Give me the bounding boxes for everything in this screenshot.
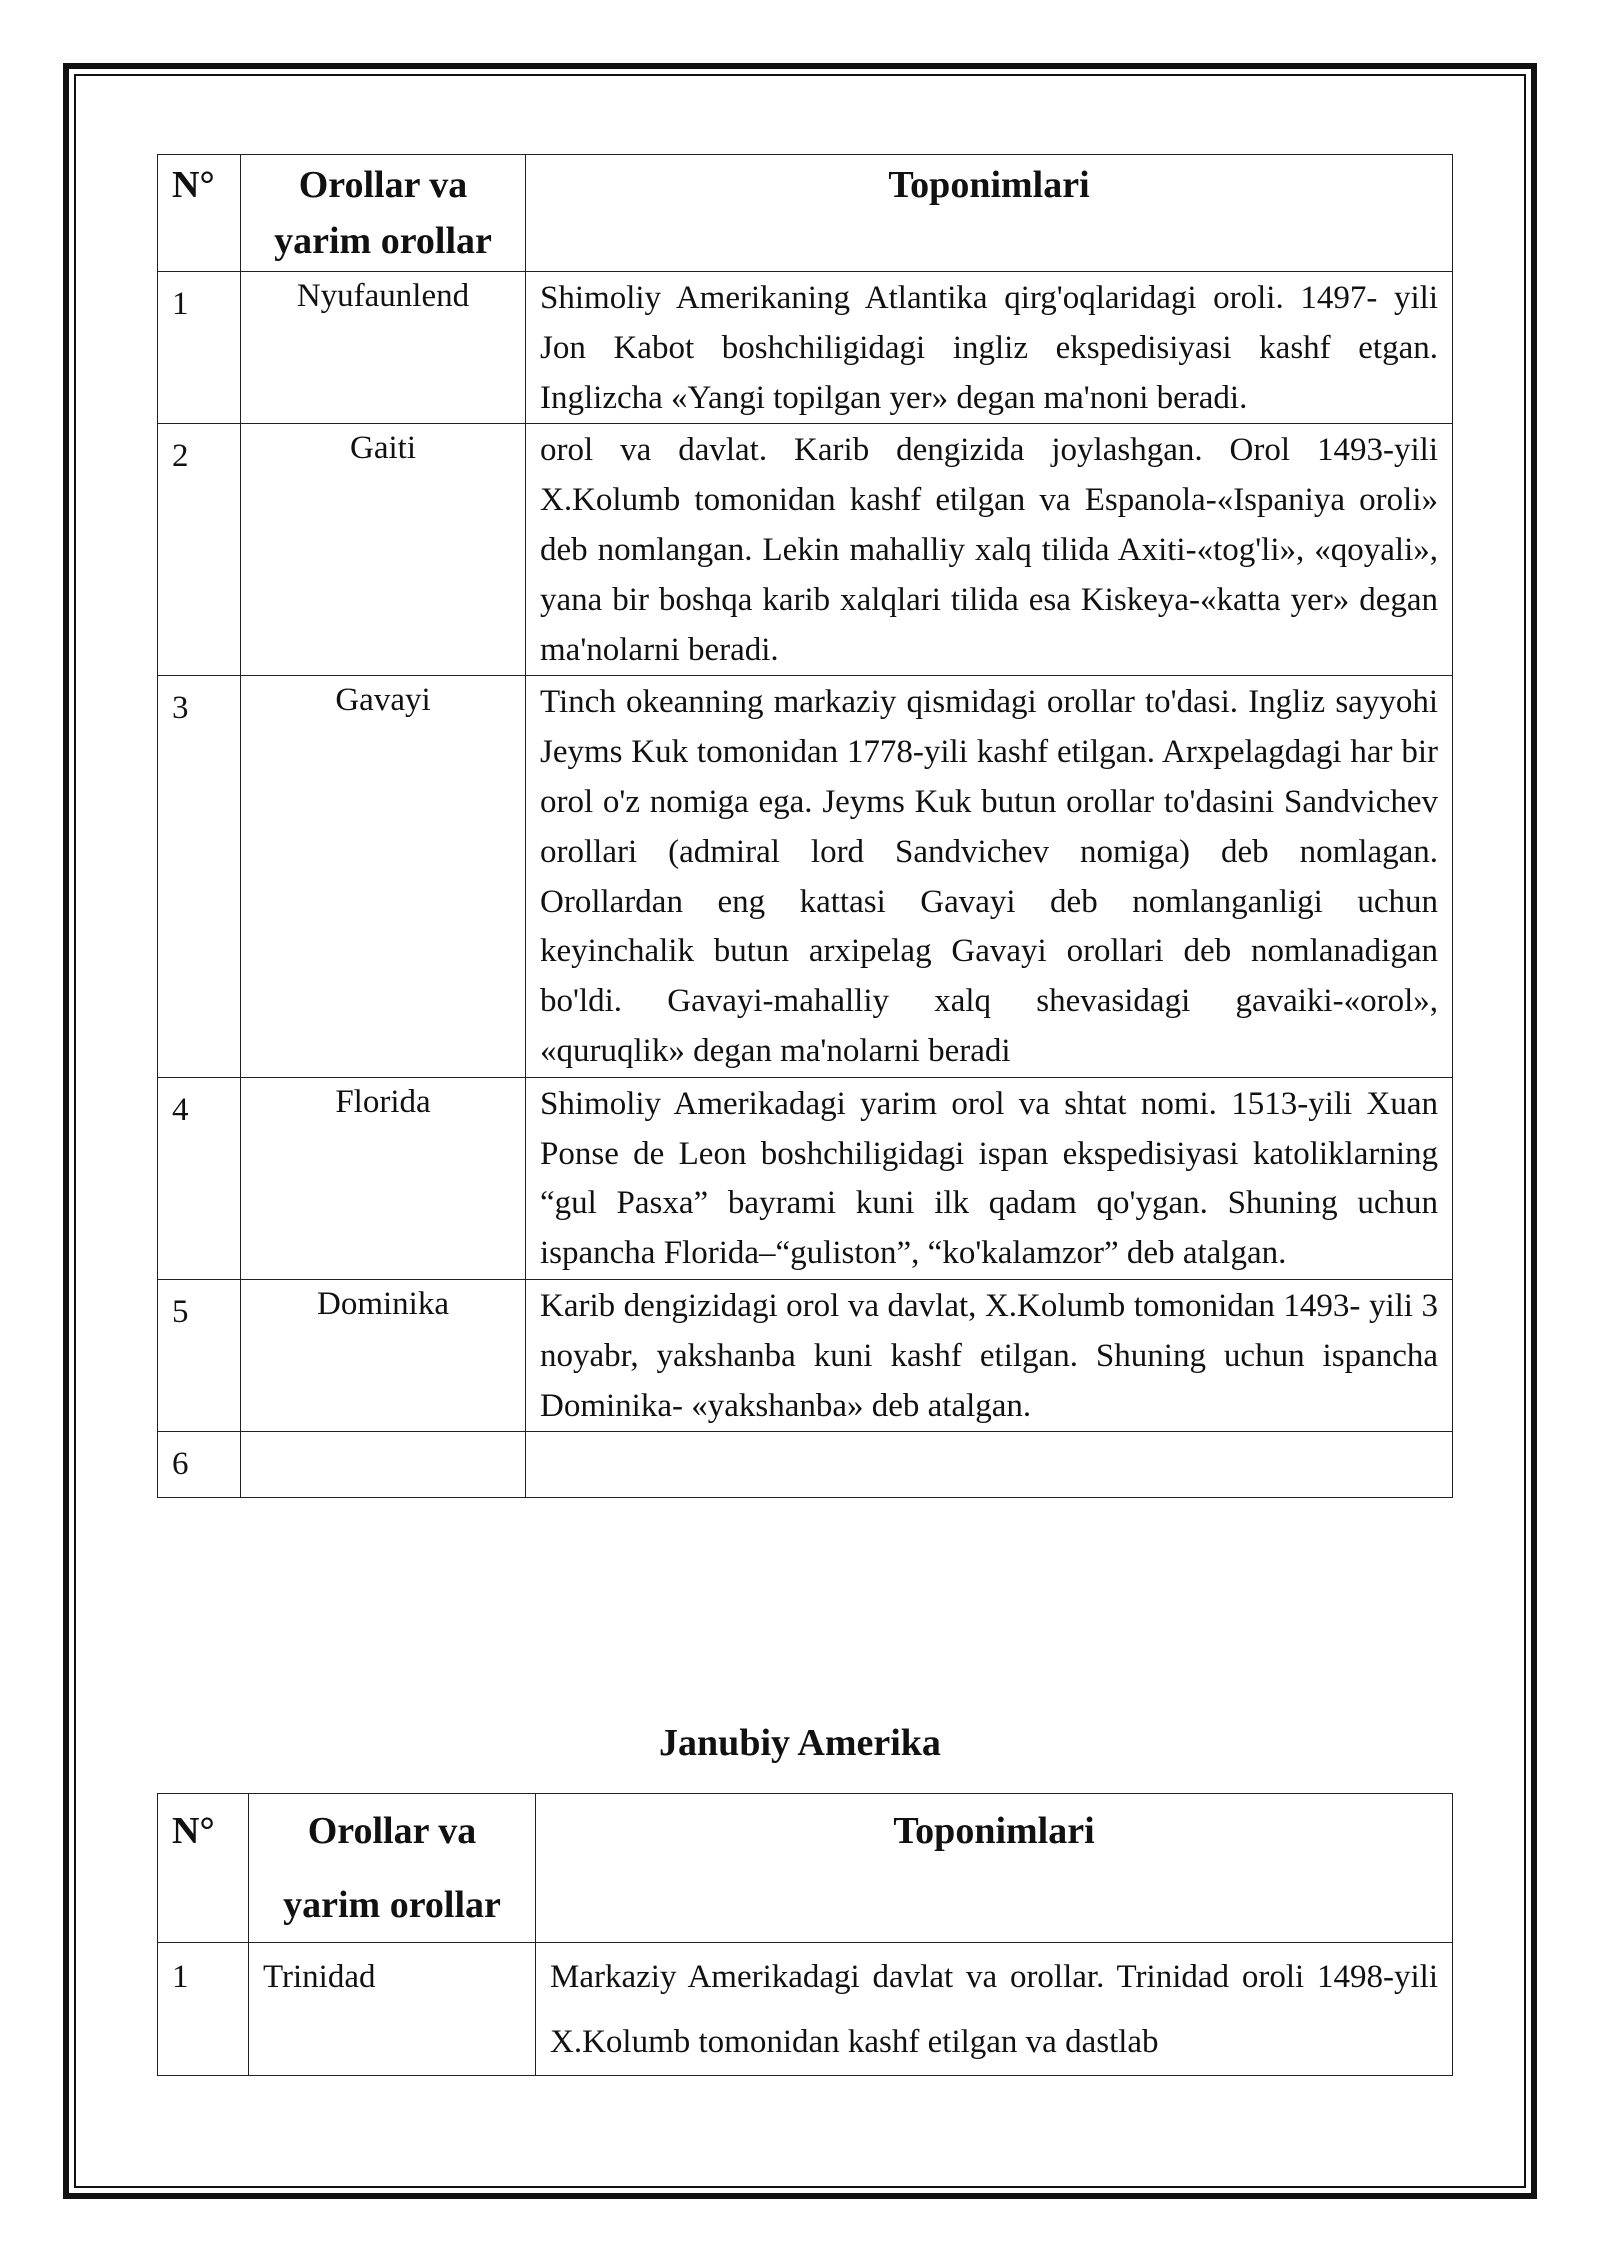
toponym-description: Tinch okeanning markaziy qismidagi orollar to'dasi. Ingliz sayyohi Jeyms Kuk tomonidan 1778-yili kashf etilgan. Arxpelagdagi har bir orol o'z nomiga ega. Jeyms Kuk butun orollar to'dasini Sandvichev orollari (admiral lord Sandvichev nomiga) deb nomlagan. Orollardan eng kattasi Gavayi deb nomlanganligi uchun keyinchalik butun arxipelag Gavayi orollari deb nomlanadigan bo'ldi. Gavayi-mahalliy xalq shevasidagi gavaiki-«orol», «quruqlik» degan ma'nolarni beradi [526, 676, 1453, 1077]
table-header-row [158, 155, 1453, 272]
header-islands-line2: yarim orollar [274, 220, 492, 262]
islands-table-south-america [157, 1793, 1453, 2076]
table-row [158, 1279, 1453, 1431]
section-title: Janubiy Amerika [659, 1722, 941, 1764]
table-header-row [158, 1794, 1453, 1943]
toponym-description: orol va davlat. Karib dengizida joylashgan. Orol 1493-yili X.Kolumb tomonidan kashf etilgan va Espanola-«Ispaniya oroli» deb nomlangan. Lekin mahalliy xalq tilida Axiti-«tog'li», «qoyali», yana bir boshqa karib xalqlari tilida esa Kiskeya-«katta yer» degan ma'nolarni beradi. [526, 424, 1453, 676]
header-islands [241, 155, 526, 272]
table-row [158, 1943, 1453, 2076]
row-number: 6 [158, 1432, 241, 1498]
row-number: 1 [158, 272, 241, 424]
table-row [158, 424, 1453, 676]
header-toponyms: Toponimlari [536, 1794, 1453, 1943]
row-number: 4 [158, 1077, 241, 1279]
table-row [158, 1077, 1453, 1279]
island-name: Dominika [241, 1279, 526, 1431]
row-number: 1 [158, 1943, 249, 2076]
island-name: Nyufaunlend [241, 272, 526, 424]
header-islands-line1: Orollar va [307, 1810, 477, 1852]
row-number: 2 [158, 424, 241, 676]
header-islands [249, 1794, 536, 1943]
island-name: Gaiti [241, 424, 526, 676]
table-row [158, 1432, 1453, 1498]
header-number: N° [158, 1794, 249, 1943]
row-number: 5 [158, 1279, 241, 1431]
island-name: Florida [241, 1077, 526, 1279]
toponym-description [526, 1432, 1453, 1498]
toponym-description: Shimoliy Amerikaning Atlantika qirg'oqlaridagi oroli. 1497- yili Jon Kabot boshchiligidagi ingliz ekspedisiyasi kashf etgan. Inglizcha «Yangi topilgan yer» degan ma'noni beradi. [526, 272, 1453, 424]
toponym-description: Markaziy Amerikadagi davlat va orollar. Trinidad oroli 1498-yili X.Kolumb tomonidan kashf etilgan va dastlab [536, 1943, 1453, 2076]
header-islands-line2: yarim orollar [283, 1884, 501, 1926]
islands-table-north-america [157, 154, 1453, 1498]
island-name: Trinidad [249, 1943, 536, 2076]
header-toponyms: Toponimlari [526, 155, 1453, 272]
header-islands-line1: Orollar va [298, 164, 468, 206]
island-name: Gavayi [241, 676, 526, 1077]
header-number: N° [158, 155, 241, 272]
row-number: 3 [158, 676, 241, 1077]
toponym-description: Karib dengizidagi orol va davlat, X.Kolumb tomonidan 1493- yili 3 noyabr, yakshanba kuni kashf etilgan. Shuning uchun ispancha Dominika- «yakshanba» deb atalgan. [526, 1279, 1453, 1431]
island-name [241, 1432, 526, 1498]
toponym-description: Shimoliy Amerikadagi yarim orol va shtat nomi. 1513-yili Xuan Ponse de Leon boshchiligidagi ispan ekspedisiyasi katoliklarning “gul Pasxa” bayrami kuni ilk qadam qo'ygan. Shuning uchun ispancha Florida–“guliston”, “ko'kalamzor” deb atalgan. [526, 1077, 1453, 1279]
table-row [158, 272, 1453, 424]
table-row [158, 676, 1453, 1077]
